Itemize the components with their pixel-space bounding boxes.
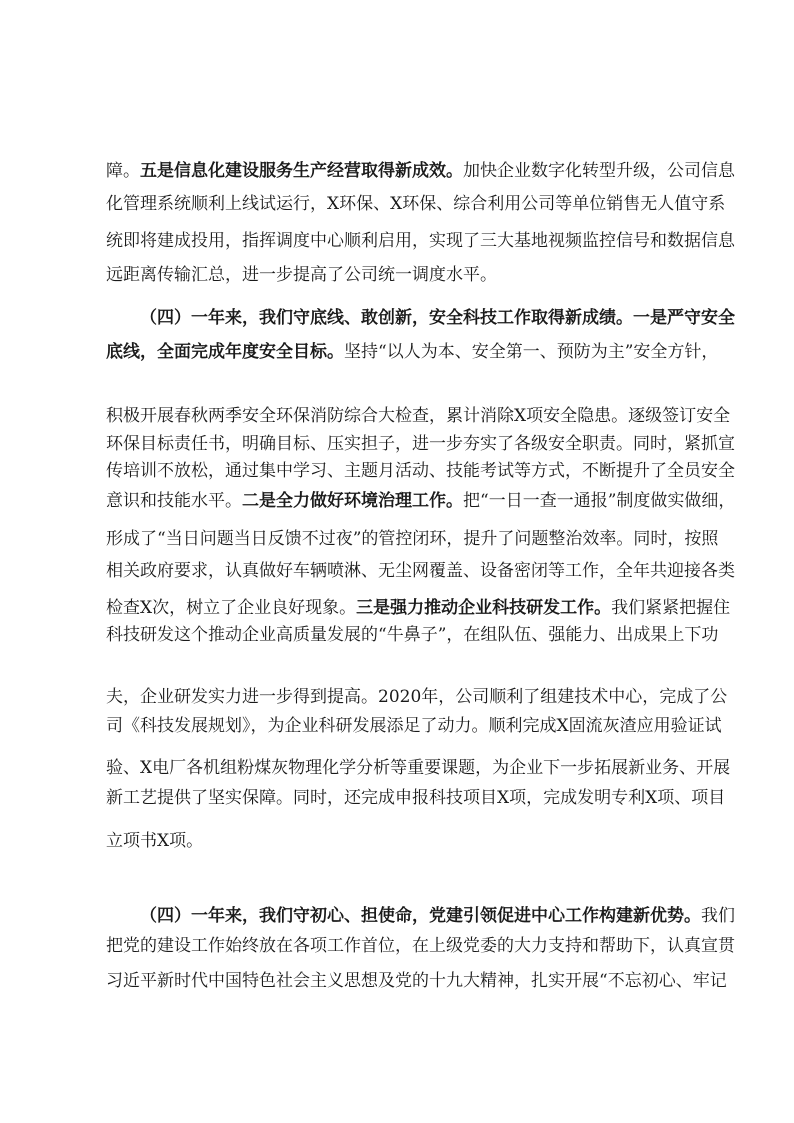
text-line xyxy=(106,830,688,852)
text-span: 我们 xyxy=(701,906,735,926)
text-line xyxy=(106,341,719,363)
text-span: 把“一日一查一通报”制度做实做细， xyxy=(463,491,736,511)
text-line xyxy=(140,307,735,329)
text-span: 坚持“以人为本、安全第一、预防为主”安全方针， xyxy=(344,342,719,362)
text-span: 把党的建设工作始终放在各项工作首位，在上级党委的大力支持和帮助下，认真宣贯 xyxy=(106,936,735,956)
text-line xyxy=(106,460,735,482)
text-span: 统即将建成投用，指挥调度中心顺利启用，实现了三大基地视频监控信号和数据信息 xyxy=(106,231,735,251)
text-line xyxy=(106,970,727,992)
bold-text-span: 底线，全面完成年度安全目标。 xyxy=(106,342,344,362)
bold-text-span: （四）一年来，我们守底线、敢创新，安全科技工作取得新成绩。一是严守安全 xyxy=(140,308,735,328)
text-span: 检查X次，树立了企业良好现象。 xyxy=(106,598,357,618)
text-line xyxy=(106,597,731,619)
text-span: 科技研发这个推动企业高质量发展的“牛鼻子”，在组队伍、强能力、出成果上下功 xyxy=(106,625,719,645)
text-line xyxy=(106,160,735,182)
text-span: 我们紧紧把握住 xyxy=(611,598,731,618)
bold-text-span: 五是信息化建设服务生产经营取得新成效。 xyxy=(140,161,463,181)
text-line xyxy=(140,905,735,927)
text-span: 传培训不放松，通过集中学习、主题月活动、技能考试等方式，不断提升了全员安全 xyxy=(106,461,735,481)
text-line xyxy=(106,490,736,512)
text-line xyxy=(106,624,719,646)
text-span: 验、X电厂各机组粉煤灰物理化学分析等重要课题，为企业下一步拓展新业务、开展 xyxy=(106,758,731,778)
text-line xyxy=(106,787,726,809)
text-span: 化管理系统顺利上线试运行，X环保、X环保、综合利用公司等单位销售无人值守系 xyxy=(106,194,726,214)
text-line xyxy=(106,193,726,215)
text-line xyxy=(106,560,735,582)
text-line xyxy=(106,757,731,779)
text-span: 远距离传输汇总，进一步提高了公司统一调度水平。 xyxy=(106,265,497,285)
text-span: 习近平新时代中国特色社会主义思想及党的十九大精神，扎实开展“不忘初心、牢记 xyxy=(106,971,727,991)
text-span: 障。 xyxy=(106,161,140,181)
text-span: 环保目标责任书，明确目标、压实担子，进一步夯实了各级安全职责。同时，紧抓宣 xyxy=(106,434,735,454)
text-line xyxy=(106,715,722,737)
text-line xyxy=(106,230,735,252)
text-span: 司《科技发展规划》，为企业科研发展添足了动力。顺利完成X固流灰渣应用验证试 xyxy=(106,716,722,736)
text-span: 相关政府要求，认真做好车辆喷淋、无尘网覆盖、设备密闭等工作，全年共迎接各类 xyxy=(106,561,735,581)
text-span: 形成了“当日问题当日反馈不过夜”的管控闭环，提升了问题整治效率。同时，按照 xyxy=(106,529,719,549)
bold-text-span: 三是强力推动企业科技研发工作。 xyxy=(356,598,612,618)
text-line xyxy=(106,686,728,708)
bold-text-span: 二是全力做好环境治理工作。 xyxy=(242,491,463,511)
text-span: 新工艺提供了坚实保障。同时，还完成申报科技项目X项，完成发明专利X项、项目 xyxy=(106,788,726,808)
text-line xyxy=(106,935,735,957)
text-line xyxy=(106,433,735,455)
text-line xyxy=(106,405,731,427)
text-span: 意识和技能水平。 xyxy=(106,491,242,511)
bold-text-span: （四）一年来，我们守初心、担使命，党建引领促进中心工作构建新优势。 xyxy=(140,906,701,926)
text-line xyxy=(106,264,688,286)
text-span: 积极开展春秋两季安全环保消防综合大检查，累计消除X项安全隐患。逐级签订安全 xyxy=(106,406,731,426)
text-span: 加快企业数字化转型升级，公司信息 xyxy=(463,161,735,181)
text-span: 立项书X项。 xyxy=(106,831,204,851)
text-line xyxy=(106,528,719,550)
text-span: 夫，企业研发实力进一步得到提高。2020年，公司顺利了组建技术中心，完成了公 xyxy=(106,687,728,707)
